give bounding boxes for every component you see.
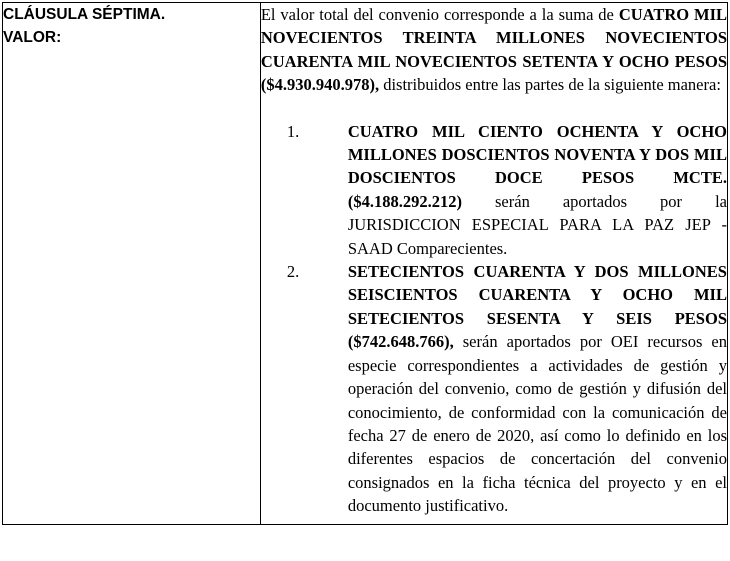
intro-text-start: El valor total del convenio corresponde a la suma de bbox=[260, 5, 619, 24]
list-item-number: 2. bbox=[286, 262, 300, 282]
contribution-amount: SETECIENTOS CUARENTA Y DOS MILLONES SEISCIENTOS CUARENTA Y OCHO MIL SETECIENTOS SESENTA Y SEIS PESOS ($742.648.766), bbox=[347, 262, 727, 352]
clause-title: CLÁUSULA SÉPTIMA. bbox=[3, 6, 166, 23]
intro-text-end: distribuidos entre las partes de la siguiente manera: bbox=[379, 75, 721, 95]
clause-intro-paragraph bbox=[261, 3, 727, 97]
contribution-description: serán aportados por OEI recursos en especie correspondientes a actividades de gestión y operación del convenio, como de gestión y difusión del conocimiento, de conformidad con la comunicación de fecha 27 de enero de 2020, así como lo definido en los diferentes espacios de concertación del convenio consignados en la ficha técnica del proyecto y en el documento justificativo. bbox=[347, 332, 727, 516]
clause-table bbox=[2, 2, 728, 525]
contribution-list bbox=[261, 120, 727, 518]
clause-label-cell bbox=[3, 3, 261, 525]
contribution-amount: CUATRO MIL CIENTO OCHENTA Y OCHO MILLONES DOSCIENTOS NOVENTA Y DOS MIL DOSCIENTOS DOCE PESOS MCTE. ($4.188.292.212) bbox=[347, 121, 727, 211]
clause-row bbox=[3, 3, 728, 525]
contribution-description: serán aportados por la JURISDICCION ESPECIAL PARA LA PAZ JEP - SAAD Comparecientes. bbox=[347, 191, 727, 258]
total-amount: CUATRO MIL NOVECIENTOS TREINTA MILLONES NOVECIENTOS CUARENTA MIL NOVECIENTOS SETENTA Y OCHO PESOS ($4.930.940.978), bbox=[260, 5, 728, 95]
list-item bbox=[261, 120, 727, 260]
clause-subtitle: VALOR: bbox=[3, 29, 62, 47]
list-item bbox=[261, 260, 727, 517]
list-item-number: 1. bbox=[286, 121, 300, 141]
clause-body-cell bbox=[260, 3, 727, 525]
cell-bottom-spacing bbox=[261, 518, 727, 524]
